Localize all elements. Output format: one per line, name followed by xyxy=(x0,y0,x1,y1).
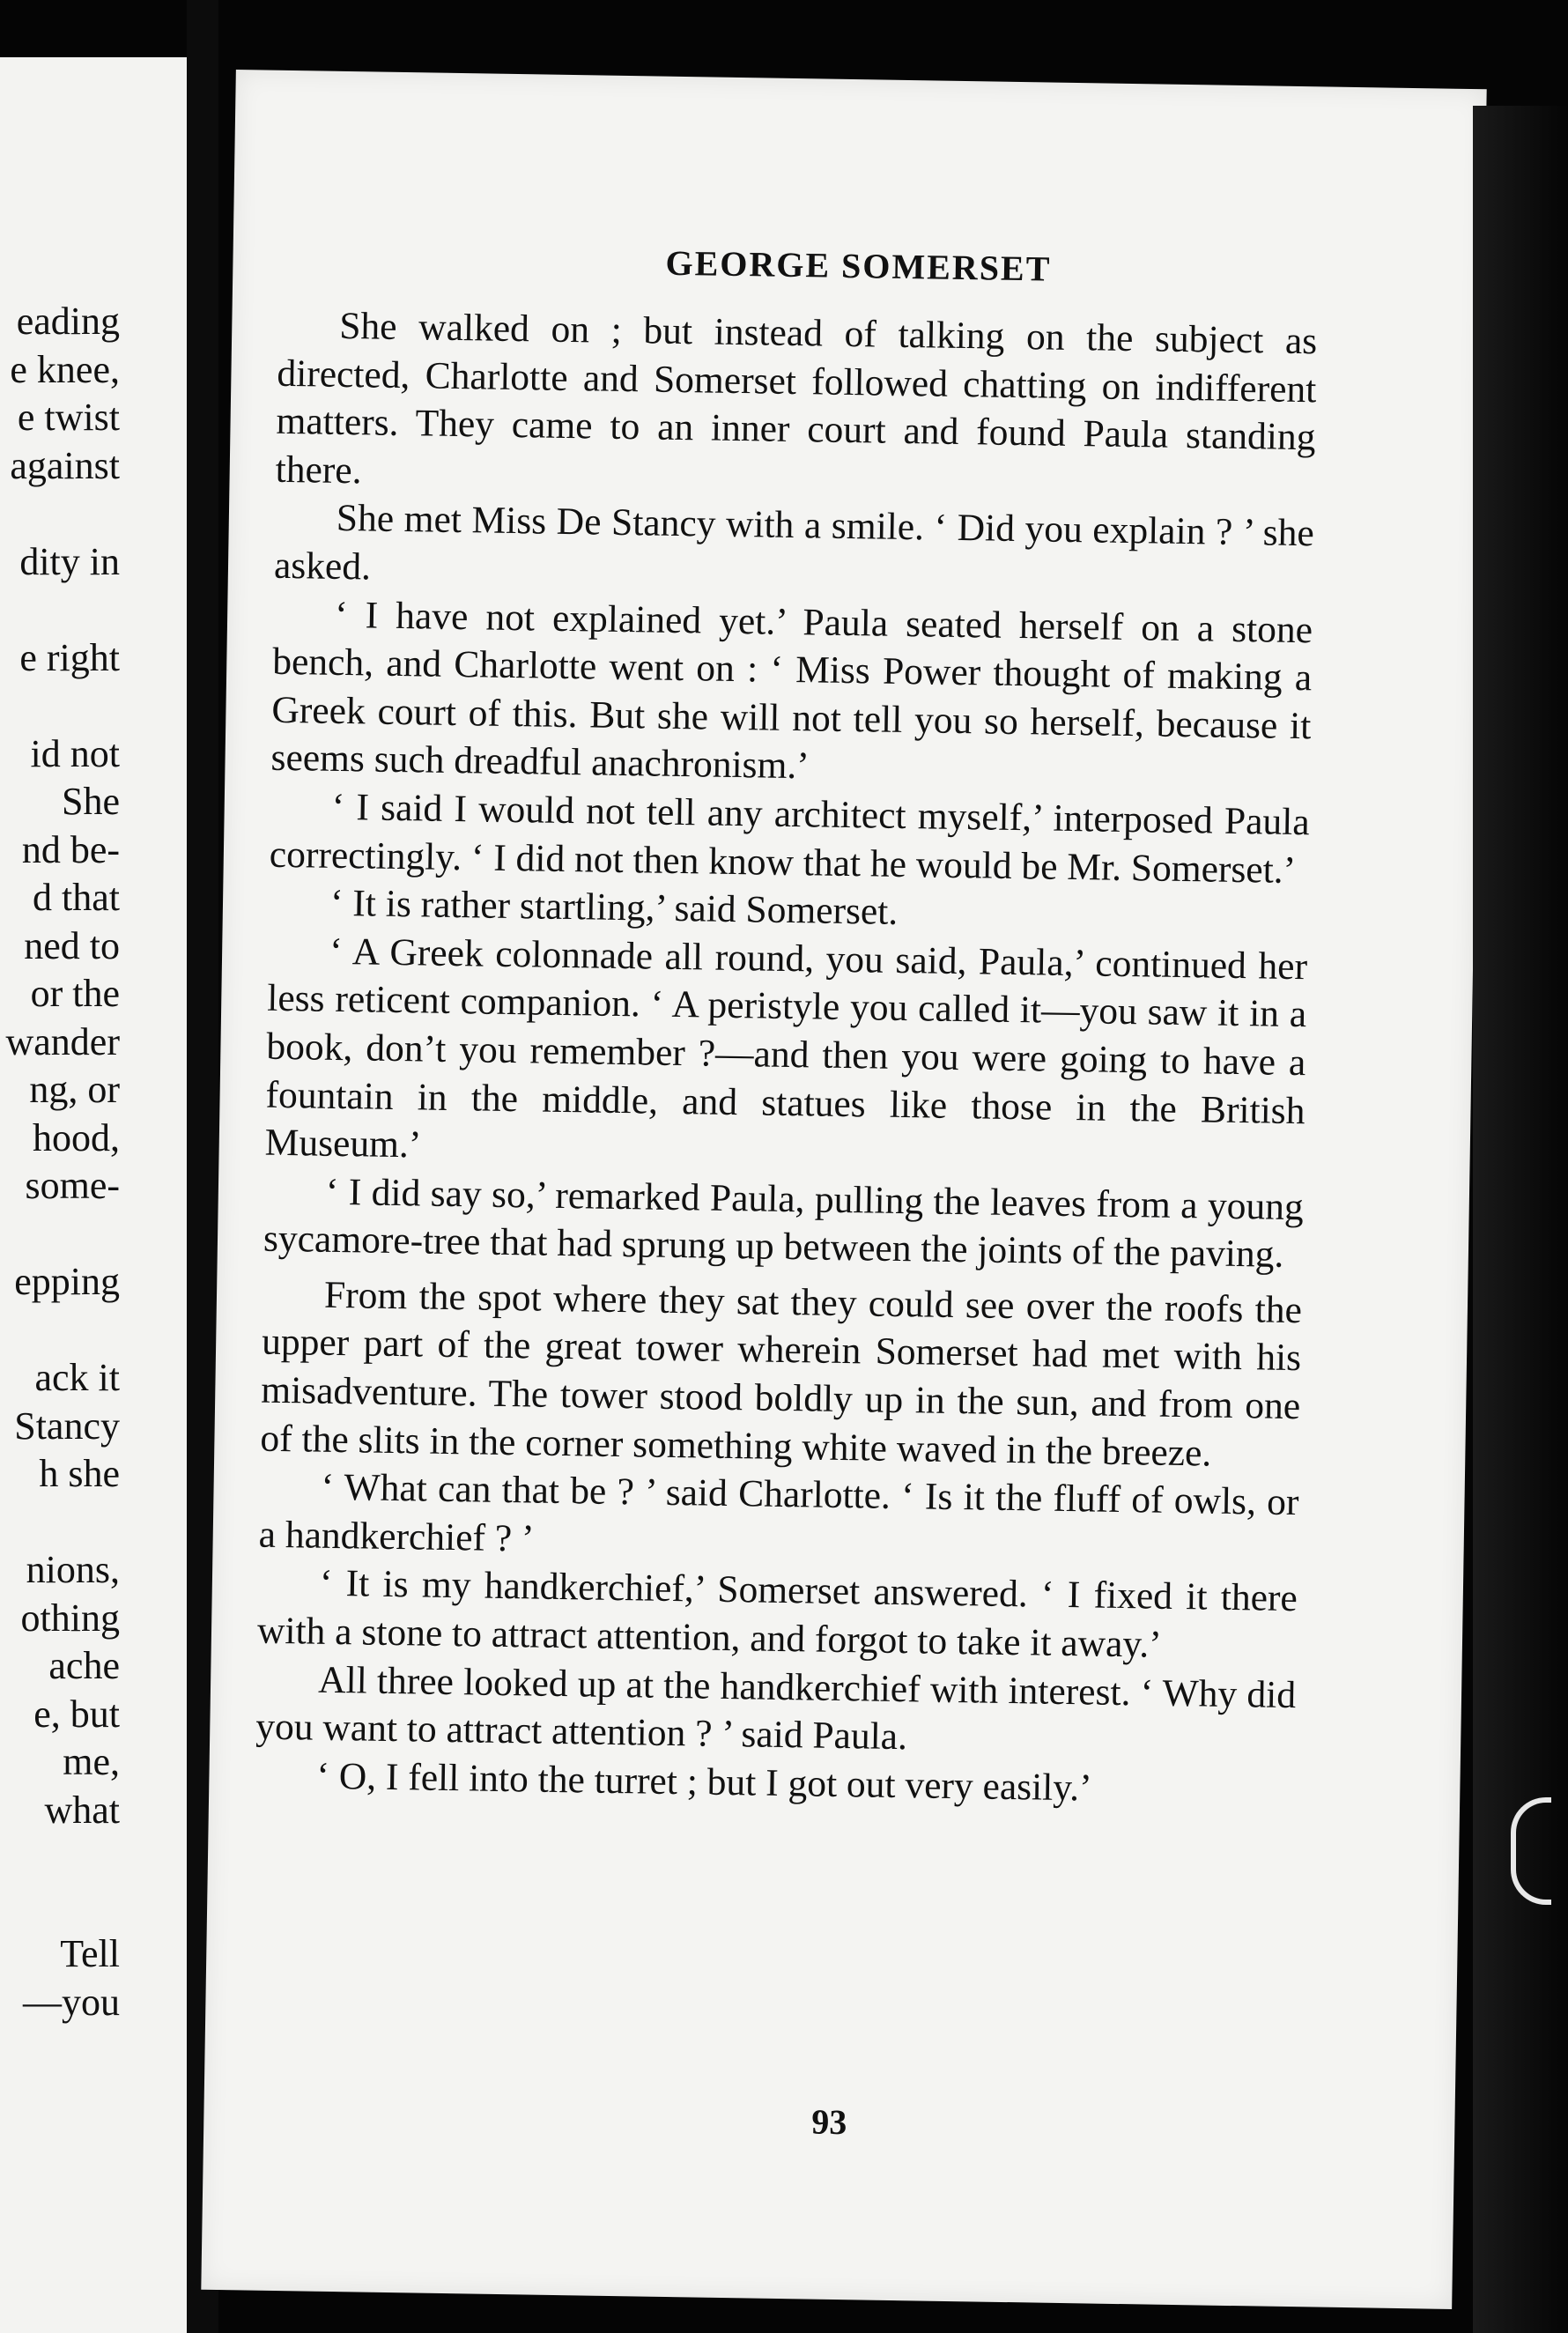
facing-page-fragment: —you xyxy=(23,1980,120,2024)
facing-page-fragment: ack it xyxy=(34,1356,120,1399)
facing-page-fragment: some- xyxy=(25,1164,120,1207)
facing-page-fragment: wander xyxy=(5,1019,120,1063)
page-93 xyxy=(201,70,1486,2309)
facing-page-fragment: ned to xyxy=(24,923,120,967)
facing-page-fragment: othing xyxy=(20,1596,120,1640)
facing-page-fragment: ache xyxy=(48,1644,120,1687)
paragraph: She walked on ; but instead of talking on the subject as directed, Charlotte and Somerset followed chatting on indifferent matters. They came to an inner court and found Paula standing there. xyxy=(275,304,1318,493)
paragraph: ‘ It is my handkerchief,’ Somerset answered. ‘ I fixed it there with a stone to attract attention, and forgot to take it away.’ xyxy=(256,1562,1298,1666)
paragraph: From the spot where they sat they could see over the roofs the upper part of the great tower wherein Somerset had met with his misadventure. The tower stood boldly up in the sun, and from one of the slits in the corner something white waved in the breeze. xyxy=(260,1273,1303,1475)
body-text xyxy=(255,301,1318,1816)
facing-page-fragment: what xyxy=(44,1788,120,1832)
paragraph: ‘ I did say so,’ remarked Paula, pulling the leaves from a young sycamore-tree that had sprung up between the joints of the paving. xyxy=(263,1170,1305,1277)
facing-page-fragment: nions, xyxy=(26,1548,120,1591)
facing-page-fragment: eading xyxy=(16,300,120,343)
facing-page-fragment: h she xyxy=(39,1452,120,1495)
page-number: 93 xyxy=(811,2101,847,2143)
facing-page-fragment: e knee, xyxy=(10,347,120,391)
facing-page-fragment: Tell xyxy=(60,1932,120,1975)
paragraph: She met Miss De Stancy with a smile. ‘ Did you explain ? ’ she asked. xyxy=(273,497,1315,589)
facing-page-fragment: e twist xyxy=(17,396,120,439)
paragraph: All three looked up at the handkerchief with interest. ‘ Why did you want to attract attention ? ’ said Paula. xyxy=(255,1658,1297,1759)
facing-page-fragment: e right xyxy=(19,635,120,679)
page-edge-right xyxy=(1473,106,1568,2333)
facing-page-fragment: ng, or xyxy=(29,1068,120,1111)
facing-page-fragment: e, but xyxy=(33,1692,120,1736)
paragraph: ‘ What can that be ? ’ said Charlotte. ‘ Is it the fluff of owls, or a handkerchief ? ’ xyxy=(258,1465,1299,1560)
facing-page-fragment: against xyxy=(10,443,120,487)
facing-page-fragment: id not xyxy=(30,731,120,775)
paragraph: ‘ O, I fell into the turret ; but I got out very easily.’ xyxy=(316,1754,1092,1810)
running-head: GEORGE SOMERSET xyxy=(665,242,1052,289)
facing-page-fragment: or the xyxy=(30,972,120,1015)
paragraph: ‘ It is rather startling,’ said Somerset. xyxy=(329,881,899,934)
facing-page-fragment: Stancy xyxy=(14,1404,120,1448)
facing-page-left xyxy=(0,57,187,2333)
paragraph: ‘ I have not explained yet.’ Paula seated herself on a stone bench, and Charlotte went on : ‘ Miss Power thought of making a Greek court of this. But she will not tell you so herself, because it seems such dreadful anachronism.’ xyxy=(270,593,1313,788)
facing-page-fragment: me, xyxy=(63,1740,120,1783)
facing-page-fragment: d that xyxy=(33,876,120,919)
paragraph: ‘ I said I would not tell any architect myself,’ interposed Paula correctingly. ‘ I did not then know that he would be Mr. Somerset.’ xyxy=(269,785,1310,892)
facing-page-fragment: dity in xyxy=(19,539,120,583)
facing-page-fragment: nd be- xyxy=(21,827,120,871)
facing-page-fragment: She xyxy=(62,780,120,823)
paragraph: ‘ A Greek colonnade all round, you said, Paula,’ continued her less reticent companion. ‘ A peristyle you called it—you saw it in a book, don’t you remember ?—and then you were going to have a fountain in the middle, and statues like those in the British Museum.’ xyxy=(264,929,1308,1166)
facing-page-fragment: hood, xyxy=(33,1115,120,1159)
clip-mark xyxy=(1511,1797,1551,1905)
facing-page-fragment: epping xyxy=(14,1260,120,1303)
